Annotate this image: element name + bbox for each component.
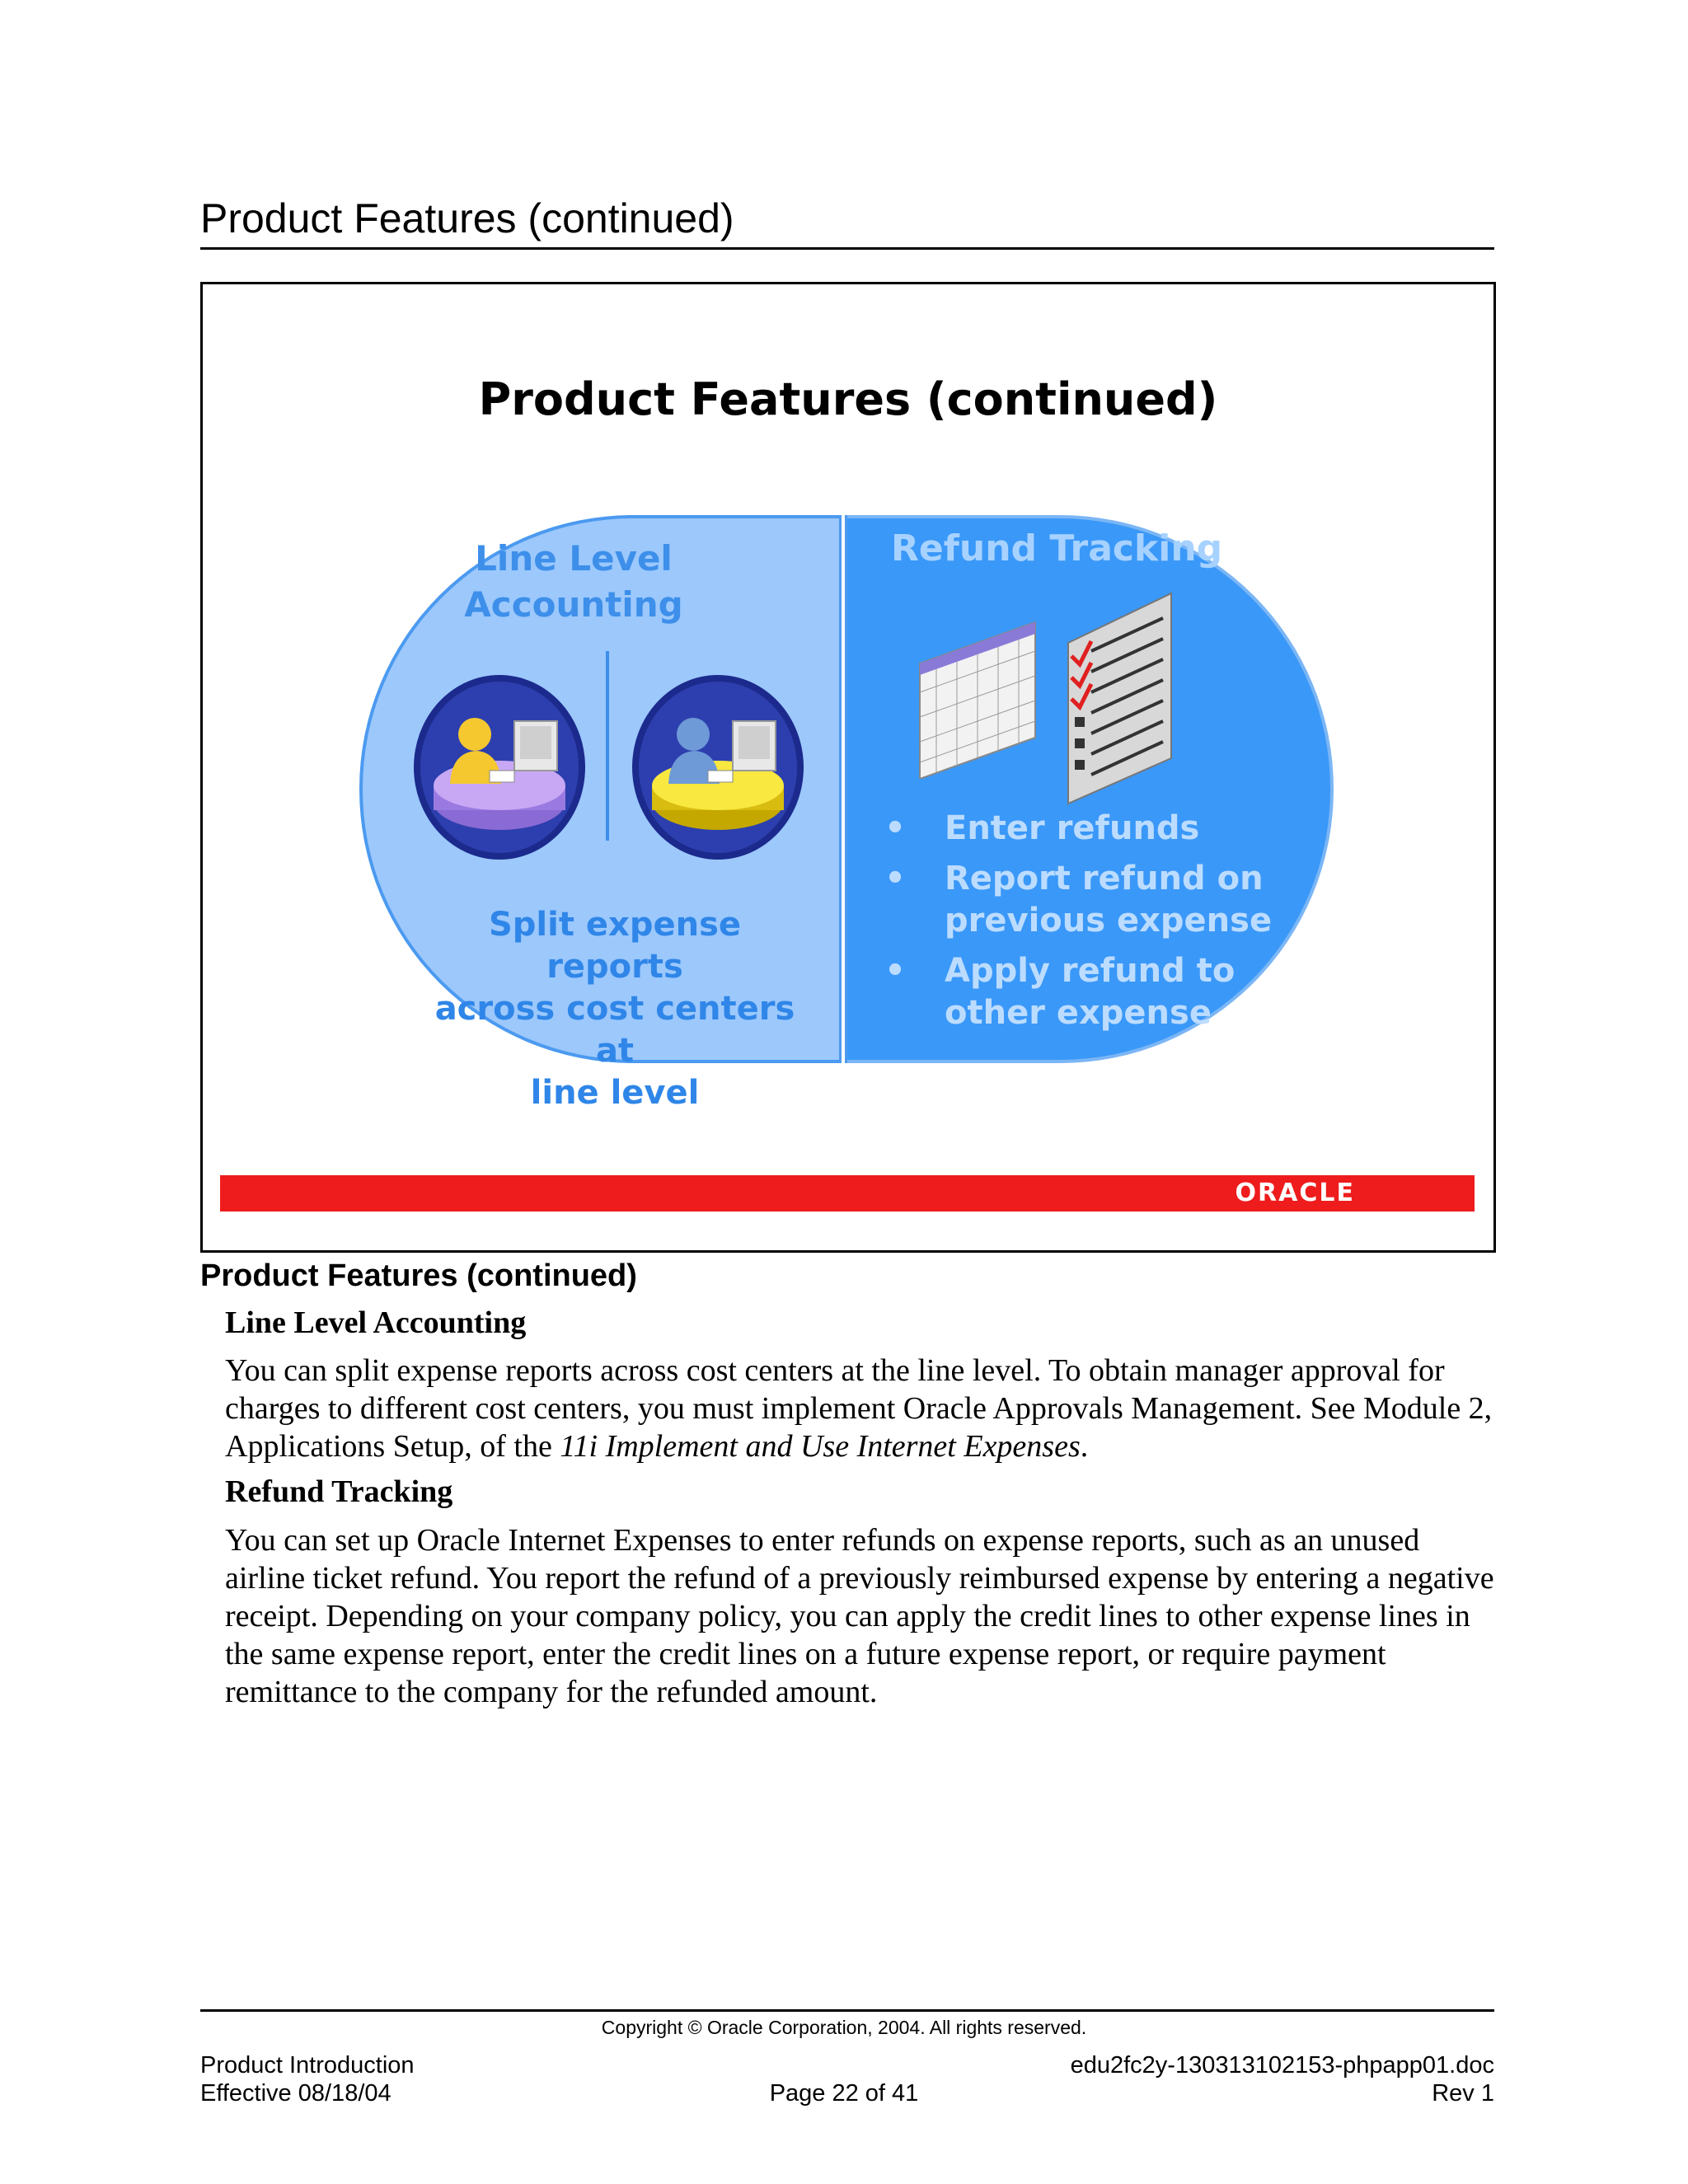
line-level-caption: Split expense reports across cost centers at line level: [434, 906, 795, 1112]
oracle-logo: ORACLE: [1235, 1179, 1355, 1207]
spreadsheet-icon: [912, 614, 1043, 779]
line-level-rule: [606, 651, 609, 841]
footer-revision: Rev 1: [1432, 2080, 1494, 2107]
section-heading-refund: Refund Tracking: [225, 1474, 453, 1509]
text-run: You can split expense reports across cost centers at the line level. To obtain manager approval for charges to different cost centers, you must implement Oracle Approvals Management. See Module 2, Applications Setup, of the: [225, 1353, 1493, 1464]
refund-tracking-list: [879, 808, 1272, 1043]
panel-divider: [839, 515, 847, 1063]
bullet-text: Enter refunds: [945, 809, 1200, 847]
footer-filename: edu2fc2y-130313102153-phpapp01.doc: [1070, 2052, 1494, 2079]
text-run: .: [1080, 1429, 1089, 1464]
page-header: [200, 191, 1494, 250]
footer-doc-title: Product Introduction: [200, 2052, 415, 2079]
footer-effective-date: Effective 08/18/04: [200, 2080, 392, 2107]
page-title: Product Features (continued): [200, 195, 734, 241]
section-text-line-level: [225, 1352, 1498, 1465]
bullet-dot: •: [884, 952, 906, 990]
slide-title: Product Features (continued): [478, 373, 1218, 425]
section-heading-line-level: Line Level Accounting: [225, 1305, 527, 1340]
bullet-text: Apply refund to other expense: [945, 952, 1236, 1032]
user-at-computer-icon: [409, 670, 590, 860]
footer-page-number: Page 22 of 41: [769, 2080, 919, 2107]
bullet-dot: •: [884, 860, 906, 898]
section-text-refund: You can set up Oracle Internet Expenses to enter refunds on expense reports, such as an unused airline ticket refund. You report the refund of a previously reimbursed expense by entering a negative receipt. Depending on your company policy, you can apply the credit lines to other expense lines in the same expense report, enter the credit lines on a future expense report, or require payment remittance to the company for the refunded amount.: [225, 1523, 1494, 1709]
copyright: Copyright © Oracle Corporation, 2004. All rights reserved.: [601, 2017, 1087, 2038]
checklist-icon: [1060, 585, 1175, 808]
slide-frame: [200, 282, 1496, 1253]
oracle-footer-bar: [220, 1175, 1475, 1212]
refund-bullet: [879, 808, 1272, 850]
refund-bullet: [879, 858, 1272, 942]
footer-rule: [200, 2009, 1494, 2012]
italic-title: 11i Implement and Use Internet Expenses: [560, 1429, 1081, 1464]
user-at-computer-icon: [627, 670, 809, 860]
refund-bullet: [879, 950, 1272, 1034]
refund-tracking-title: Refund Tracking: [891, 527, 1223, 569]
bullet-text: Report refund on previous expense: [945, 860, 1273, 940]
bullet-dot: •: [884, 809, 906, 847]
line-level-title: Line Level Accounting: [464, 538, 683, 625]
notes-heading: Product Features (continued): [200, 1258, 637, 1293]
